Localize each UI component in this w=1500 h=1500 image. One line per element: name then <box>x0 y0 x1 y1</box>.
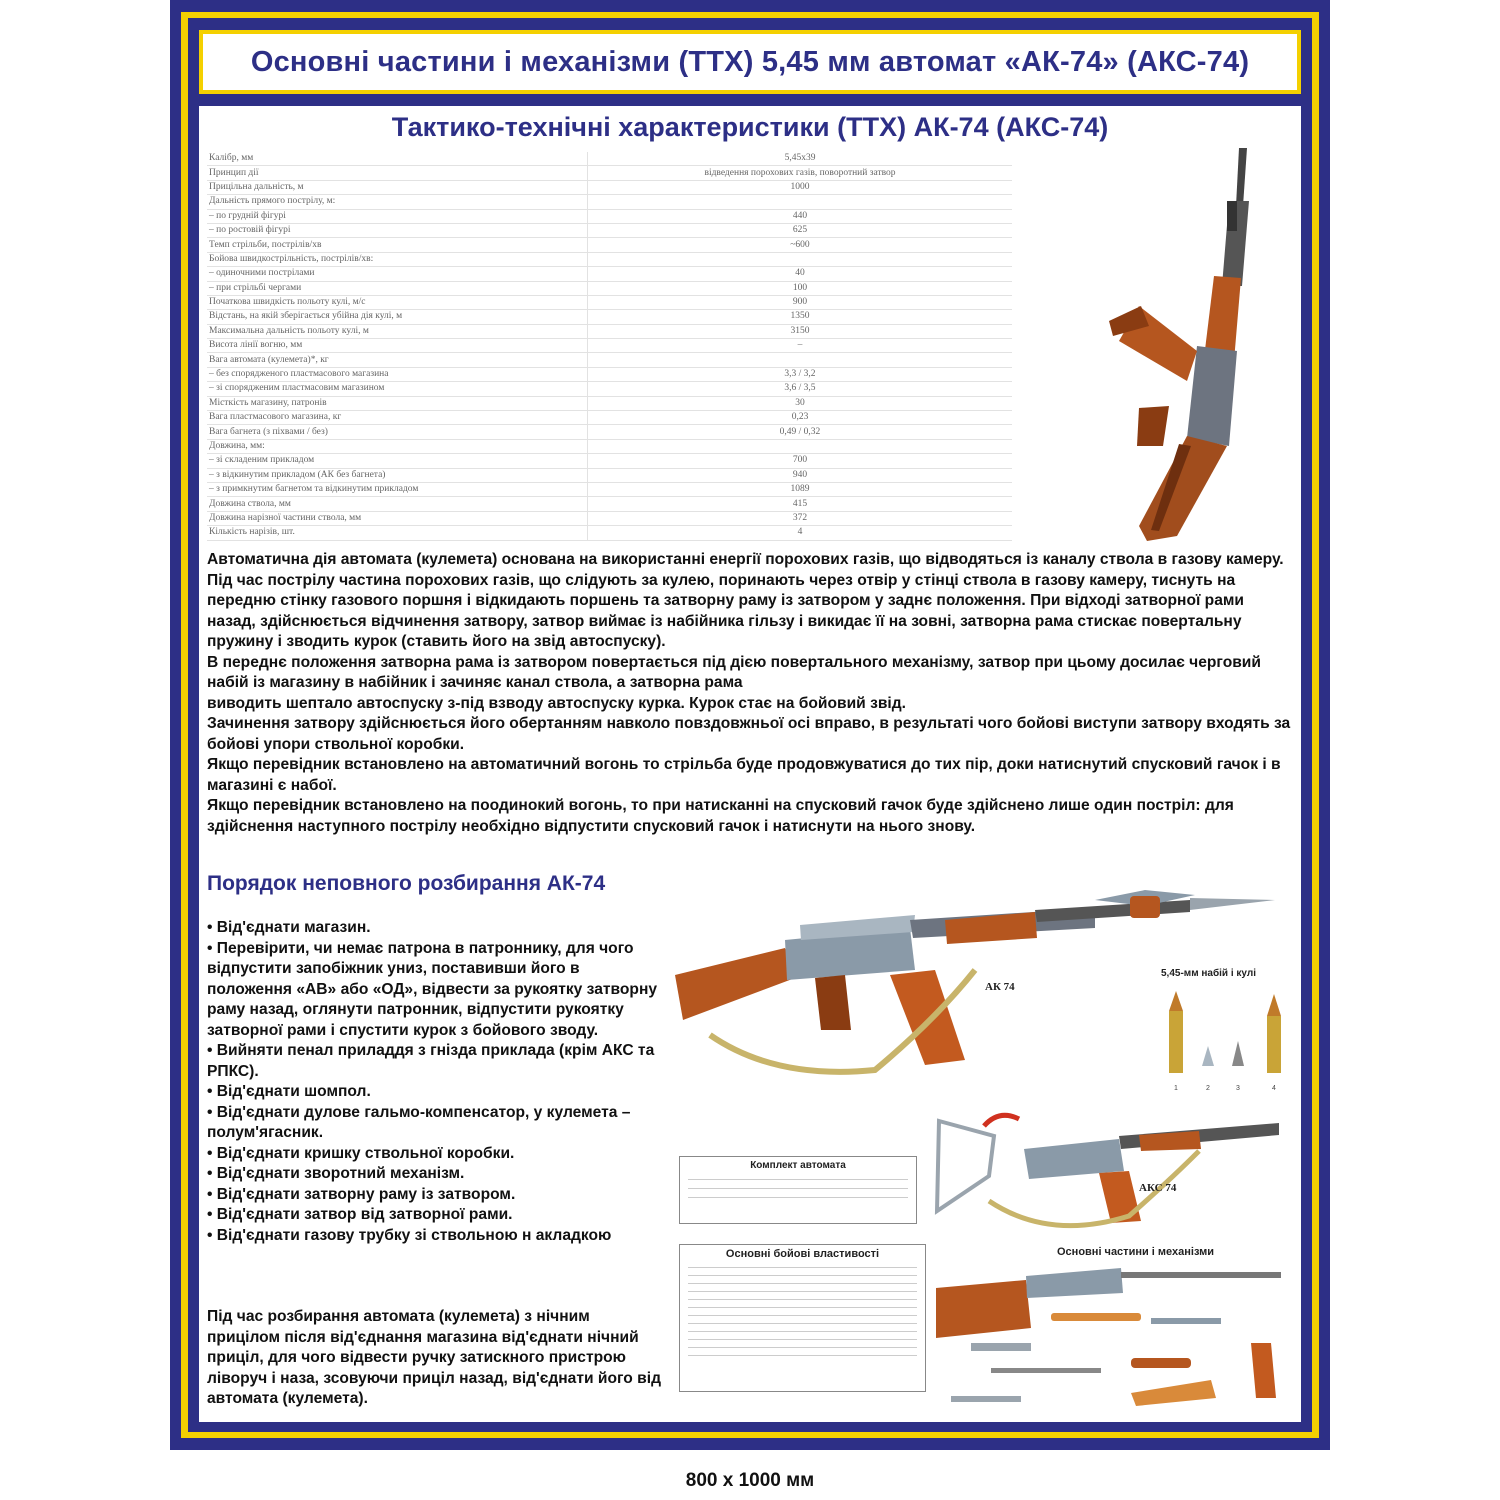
step-item: • Від'єднати затвор від затворної рами. <box>207 1206 513 1223</box>
ttx-row <box>207 454 1012 468</box>
kit-title: Комплект автомата <box>750 1160 846 1171</box>
cartridges-illustration <box>1154 966 1304 1096</box>
ttx-row <box>207 353 1012 367</box>
ttx-value: 625 <box>588 223 1013 237</box>
ttx-value: 0,49 / 0,32 <box>588 425 1013 439</box>
akc74-drawing <box>937 1115 1279 1225</box>
ttx-value: 1000 <box>588 180 1013 194</box>
ttx-value: 3,6 / 3,5 <box>588 382 1013 396</box>
ttx-value: 30 <box>588 396 1013 410</box>
description-paragraph: В переднє положення затворна рама із затвором повертається під дією повертального механізму, затвор при цьому досилає черговий набій із магазину в набійник і зачиняє канал ствола, а затворна рама <box>207 653 1261 691</box>
ttx-row <box>207 497 1012 511</box>
description-paragraph: виводить шептало автоспуску з-під взводу автоспуску курка. Курок стає на бойовий звід. <box>207 694 906 712</box>
ttx-parameter: Принцип дії <box>207 166 588 180</box>
ttx-value: 1089 <box>588 482 1013 496</box>
ak74-label: АК 74 <box>985 981 1015 993</box>
ttx-row <box>207 295 1012 309</box>
ttx-row <box>207 252 1012 266</box>
ttx-value: 1350 <box>588 310 1013 324</box>
ttx-table <box>207 152 1012 541</box>
parts-drawing <box>936 1268 1281 1406</box>
ttx-parameter: Висота лінії вогню, мм <box>207 339 588 353</box>
ttx-parameter: Вага автомата (кулемета)*, кг <box>207 353 588 367</box>
ttx-row <box>207 281 1012 295</box>
ttx-subtitle: Тактико-технічні характеристики (ТТХ) АК-74 (АКС-74) <box>391 112 1109 142</box>
ttx-row <box>207 425 1012 439</box>
page-title: Основні частини і механізми (ТТХ) 5,45 мм автомат «АК-74» (АКС-74) <box>250 45 1250 78</box>
ttx-parameter: Прицільна дальність, м <box>207 180 588 194</box>
ttx-value: 372 <box>588 511 1013 525</box>
akc74-illustration <box>929 1091 1294 1241</box>
ttx-value: 100 <box>588 281 1013 295</box>
ttx-row <box>207 238 1012 252</box>
ttx-parameter: Довжина, мм: <box>207 439 588 453</box>
ttx-parameter: Калібр, мм <box>207 152 588 166</box>
cartridge-number: 4 <box>1272 1085 1276 1092</box>
ttx-parameter: – з примкнутим багнетом та відкинутим прикладом <box>207 482 588 496</box>
night-sight-note: Під час розбирання автомата (кулемета) з нічним прицілом після від'єднання магазина від'єднати нічний приціл, для чого відвести ручку затискного пристрою ліворуч і наза, зсовуючи приціл назад, від'єднати його від автомата (кулемета). <box>207 1308 661 1407</box>
ttx-parameter: – з відкинутим прикладом (АК без багнета) <box>207 468 588 482</box>
ttx-value <box>588 439 1013 453</box>
ttx-parameter: Довжина нарізної частини ствола, мм <box>207 511 588 525</box>
ttx-parameter: Початкова швидкість польоту кулі, м/с <box>207 295 588 309</box>
ttx-row <box>207 209 1012 223</box>
ttx-row <box>207 439 1012 453</box>
ttx-parameter: – без спорядженого пластмасового магазина <box>207 367 588 381</box>
ttx-row <box>207 482 1012 496</box>
ttx-row <box>207 367 1012 381</box>
mechanisms-title: Основні частини і механізми <box>1057 1246 1215 1258</box>
description-paragraph: Автоматична дія автомата (кулемета) основана на використанні енергії порохових газів, що відводяться із каналу ствола в газову камеру. <box>207 551 1284 568</box>
ttx-parameter: Вага багнета (з піхвами / без) <box>207 425 588 439</box>
step-item: • Від'єднати дулове гальмо-компенсатор, у кулемета – полум'ягасник. <box>207 1103 631 1141</box>
description-paragraph: Під час пострілу частина порохових газів, що слідують за кулею, поринають через отвір у стінці ствола в газову камеру, тиснуть на передню стінку газового поршня і відкидають поршень та затворну раму із затвором у заднє положення. При відході затворної рами назад, здійснюється відчинення затвору, затвор виймає із набійника гільзу і викидає її на зовні, затворна рама стискає повертальну пружину і зводить курок (ставить його на звід автоспуску). <box>207 571 1245 650</box>
ttx-value: 0,23 <box>588 411 1013 425</box>
ttx-value: відведення порохових газів, поворотний затвор <box>588 166 1013 180</box>
cartridge-number: 2 <box>1206 1085 1210 1092</box>
operation-description <box>207 550 1297 837</box>
ttx-value: 4 <box>588 526 1013 540</box>
ttx-row <box>207 411 1012 425</box>
step-item: • Від'єднати затворну раму із затвором. <box>207 1185 516 1203</box>
ttx-row <box>207 511 1012 525</box>
ttx-value: 900 <box>588 295 1013 309</box>
ttx-value: ~600 <box>588 238 1013 252</box>
combat-lines <box>680 1263 925 1356</box>
cartridges-title: 5,45-мм набій і кулі <box>1161 968 1256 979</box>
ttx-parameter: Максимальна дальність польоту кулі, м <box>207 324 588 338</box>
ttx-parameter: Бойова швидкострільність, пострілів/хв: <box>207 252 588 266</box>
ttx-row <box>207 396 1012 410</box>
ak74-vertical-illustration <box>1079 146 1294 546</box>
ttx-row <box>207 339 1012 353</box>
ttx-value: 3150 <box>588 324 1013 338</box>
ttx-parameter: – зі спорядженим пластмасовим магазином <box>207 382 588 396</box>
akc74-label: АКС 74 <box>1139 1182 1177 1194</box>
ttx-row <box>207 267 1012 281</box>
ttx-value: 3,3 / 3,2 <box>588 367 1013 381</box>
ttx-parameter: Кількість нарізів, шт. <box>207 526 588 540</box>
ttx-parameter: Довжина ствола, мм <box>207 497 588 511</box>
ttx-parameter: Місткість магазину, патронів <box>207 396 588 410</box>
ttx-row <box>207 180 1012 194</box>
step-item: • Перевірити, чи немає патрона в патроннику, для чого відпустити запобіжник униз, поставивши його в положення «АВ» або «ОД», відвести за рукоятку затворну раму назад, оглянути патронник, відпустити рукоятку затворної рами і спустити курок з бойового зводу. <box>207 939 658 1039</box>
title-box <box>199 30 1301 94</box>
ttx-value <box>588 252 1013 266</box>
ttx-parameter: Дальність прямого пострілу, м: <box>207 195 588 209</box>
kit-lines <box>680 1174 916 1198</box>
ttx-parameter: – по ростовій фігурі <box>207 223 588 237</box>
ttx-parameter: – по грудній фігурі <box>207 209 588 223</box>
disassembly-heading: Порядок неповного розбирання АК-74 <box>207 872 606 895</box>
ttx-value: 940 <box>588 468 1013 482</box>
step-item: • Від'єднати кришку ствольної коробки. <box>207 1144 515 1162</box>
ttx-row <box>207 324 1012 338</box>
ttx-value: 700 <box>588 454 1013 468</box>
rifle-vertical-drawing <box>1109 148 1249 541</box>
ttx-value: – <box>588 339 1013 353</box>
step-item: • Вийняти пенал приладдя з гнізда приклада (крім АКС та РПКС). <box>207 1042 655 1080</box>
ttx-parameter: Відстань, на якій зберігається убійна дія кулі, м <box>207 310 588 324</box>
ttx-row <box>207 526 1012 540</box>
ttx-value: 5,45х39 <box>588 152 1013 166</box>
step-item: • Від'єднати шомпол. <box>207 1083 371 1100</box>
ttx-row <box>207 468 1012 482</box>
ttx-value: 40 <box>588 267 1013 281</box>
ttx-value: 440 <box>588 209 1013 223</box>
ttx-parameter: – одиночними пострілами <box>207 267 588 281</box>
description-paragraph: Якщо перевідник встановлено на поодинокий вогонь, то при натисканні на спусковий гачок буде здійснено лише один постріл: для здійснення наступного пострілу необхідно відпустити спусковий гачок і натиснути на нього знову. <box>207 797 1234 835</box>
ttx-row <box>207 223 1012 237</box>
ttx-row <box>207 195 1012 209</box>
combat-properties-box <box>679 1244 926 1392</box>
ttx-parameter: – при стрільбі чергами <box>207 281 588 295</box>
ttx-row <box>207 152 1012 166</box>
content-panel <box>199 106 1301 1422</box>
ttx-row <box>207 310 1012 324</box>
ttx-parameter: Вага пластмасового магазина, кг <box>207 411 588 425</box>
combat-title: Основні бойові властивості <box>725 1248 880 1260</box>
step-item: • Від'єднати газову трубку зі ствольною н акладкою <box>207 1226 612 1244</box>
description-paragraph: Якщо перевідник встановлено на автоматичний вогонь то стрільба буде продовжуватися до тих пір, доки натиснутий спусковий гачок і в магазині є набої. <box>207 756 1281 794</box>
ttx-row <box>207 166 1012 180</box>
ttx-row <box>207 382 1012 396</box>
ttx-parameter: – зі складеним прикладом <box>207 454 588 468</box>
ttx-value: 415 <box>588 497 1013 511</box>
ttx-value <box>588 353 1013 367</box>
cartridge-drawings <box>1169 991 1281 1073</box>
step-item: • Від'єднати магазин. <box>207 919 371 936</box>
cartridge-number: 3 <box>1236 1085 1240 1092</box>
ttx-value <box>588 195 1013 209</box>
description-paragraph: Зачинення затвору здійснюється його обертанням навколо повздовжньої осі вправо, в результаті чого бойові виступи затвору входять за бойові упори ствольної коробки. <box>207 715 1291 753</box>
disassembly-steps <box>207 918 667 1246</box>
parts-illustration <box>931 1258 1291 1418</box>
poster-size: 800 x 1000 мм <box>685 1470 815 1491</box>
step-item: • Від'єднати зворотний механізм. <box>207 1165 465 1182</box>
cartridge-number: 1 <box>1174 1085 1178 1092</box>
ttx-parameter: Темп стрільби, пострілів/хв <box>207 238 588 252</box>
kit-box <box>679 1156 917 1224</box>
